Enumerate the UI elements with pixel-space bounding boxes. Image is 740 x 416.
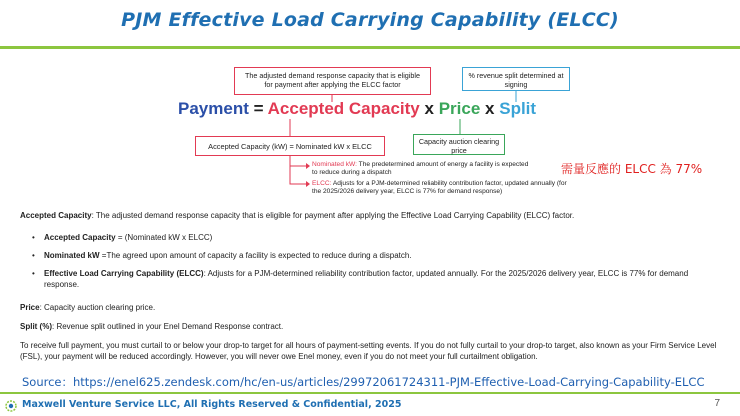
bullet-elcc-term: Effective Load Carrying Capability (ELCC) xyxy=(44,269,204,278)
split-callout: % revenue split determined at signing xyxy=(462,67,570,91)
accepted-capacity-definition-box: Accepted Capacity (kW) = Nominated kW x ELCC xyxy=(195,136,385,156)
accepted-capacity-term: Accepted Capacity xyxy=(20,211,92,220)
formula-equals: = xyxy=(253,99,264,118)
price-term: Price xyxy=(20,303,40,312)
formula-payment: Payment xyxy=(178,99,249,118)
bullet-nominated-kw-text: =The agreed upon amount of capacity a facility is expected to reduce during a dispatch. xyxy=(99,251,412,260)
price-description: : Capacity auction clearing price. xyxy=(39,303,156,312)
page-title: PJM Effective Load Carrying Capability (ELCC) xyxy=(121,9,619,31)
formula-split: Split xyxy=(499,99,537,118)
bullet-accepted-capacity xyxy=(32,232,722,243)
price-callout: Capacity auction clearing price xyxy=(413,134,505,155)
price-paragraph xyxy=(20,302,725,313)
accepted-capacity-description: : The adjusted demand response capacity that is eligible for payment after applying the Effective Load Carrying Capability (ELCC) factor. xyxy=(91,211,575,220)
company-logo-icon xyxy=(4,399,18,413)
bullet-nominated-kw xyxy=(32,250,722,261)
formula-accepted-capacity: Accepted Capacity xyxy=(267,99,420,118)
footer-divider xyxy=(0,392,740,394)
elcc-note-text: Adjusts for a PJM-determined reliability contribution factor, updated annually (for the 2025/2026 delivery year, ELCC is 77% for demand response) xyxy=(312,180,567,196)
elcc-note-label: ELCC: xyxy=(312,180,332,187)
nominated-kw-note-text: The predetermined amount of energy a facility is expected to reduce during a dispatch xyxy=(312,161,529,177)
bullet-elcc xyxy=(32,268,722,290)
source-link[interactable]: Source：https://enel625.zendesk.com/hc/en-us/articles/29972061724311-PJM-Effective-Load-Carrying-Capability-ELCC xyxy=(22,375,705,389)
footer-copyright: Maxwell Venture Service LLC, All Rights Reserved & Confidential, 2025 xyxy=(22,399,402,410)
nominated-kw-note xyxy=(312,161,532,177)
nominated-kw-note-label: Nominated kW: xyxy=(312,161,357,168)
formula-times-2: x xyxy=(485,99,495,118)
formula-price: Price xyxy=(438,99,481,118)
bullet-elcc-text: : Adjusts for a PJM-determined reliability contribution factor, updated annually. For the 2025/2026 delivery year, ELCC is 77% for demand response. xyxy=(44,269,689,289)
bullet-accepted-capacity-term: Accepted Capacity xyxy=(44,233,116,242)
page-number: 7 xyxy=(714,398,720,409)
split-term: Split (%) xyxy=(20,322,52,331)
curtailment-paragraph: To receive full payment, you must curtail to or below your drop-to target for all hours of payment-setting events. If you do not fully curtail to your drop-to target, also known as your Firm Service Level (FSL), your payment will be reduced accordingly. However, you will never owe Enel money, even if you do not meet your full curtailment obligation. xyxy=(20,341,717,361)
split-description: : Revenue split outlined in your Enel Demand Response contract. xyxy=(52,322,284,331)
chinese-annotation: 需量反應的 ELCC 為 77% xyxy=(561,162,703,176)
accepted-capacity-callout: The adjusted demand response capacity that is eligible for payment after applying the ELCC factor xyxy=(234,67,431,95)
bullet-accepted-capacity-text: = (Nominated kW x ELCC) xyxy=(115,233,213,242)
bullet-nominated-kw-term: Nominated kW xyxy=(44,251,100,260)
elcc-note xyxy=(312,180,574,196)
accepted-capacity-paragraph xyxy=(20,210,725,221)
formula-times-1: x xyxy=(424,99,434,118)
payment-formula xyxy=(178,99,536,119)
split-paragraph xyxy=(20,321,725,332)
